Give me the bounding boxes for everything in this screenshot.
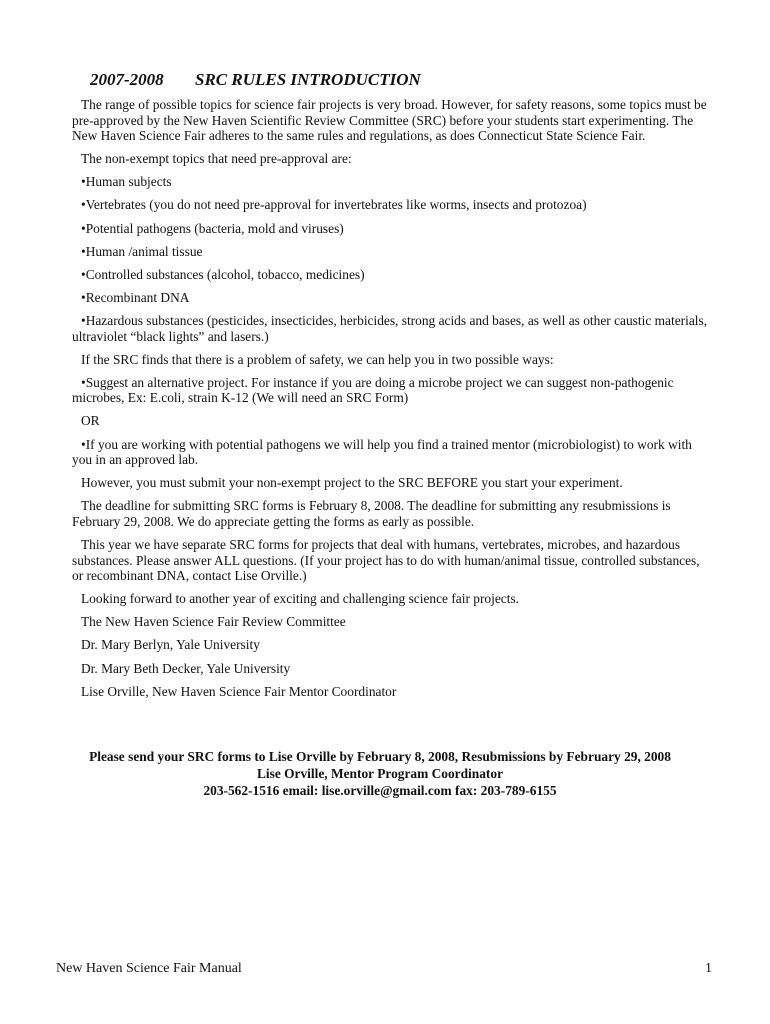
signature-line: The New Haven Science Fair Review Committee [81,614,346,630]
notice-deadline: Please send your SRC forms to Lise Orville by February 8, 2008, Resubmissions by February 29, 2008 [89,749,671,764]
heading-title: SRC RULES INTRODUCTION [195,70,421,89]
topic-item: •Hazardous substances (pesticides, insecticides, herbicides, strong acids and bases, as well as other caustic materials, ultraviolet “black lights” and lasers.) [72,312,708,344]
or-separator: OR [81,413,100,429]
heading-year: 2007-2008 [90,70,164,89]
signature-line: Dr. Mary Berlyn, Yale University [81,637,260,653]
signature-line: Dr. Mary Beth Decker, Yale University [81,660,291,676]
topic-item: •Controlled substances (alcohol, tobacco, medicines) [81,266,365,282]
page-heading [90,70,421,90]
forms-paragraph: This year we have separate SRC forms for projects that deal with humans, vertebrates, microbes, and hazardous substances. Please answer ALL questions. (If your project has to do with human/animal tissue, controlled substances, or recombinant DNA, contact Lise Orville.) [72,536,700,584]
page-footer [56,961,712,977]
option-item: •If you are working with potential pathogens we will help you find a trained mentor (microbiologist) to work with you in an approved lab. [72,436,692,468]
option-item: •Suggest an alternative project. For instance if you are doing a microbe project we can suggest non-pathogenic microbes, Ex: E.coli, strain K-12 (We will need an SRC Form) [72,374,674,406]
closing-line: Looking forward to another year of exciting and challenging science fair projects. [81,591,520,607]
topics-lead: The non-exempt topics that need pre-approval are: [81,151,352,167]
topic-item: •Recombinant DNA [81,289,190,305]
deadline-paragraph: The deadline for submitting SRC forms is February 8, 2008. The deadline for submitting any resubmissions is February 29, 2008. We do appreciate getting the forms as early as possible. [72,498,671,529]
notice-contact-name: Lise Orville, Mentor Program Coordinator [256,766,504,781]
notice-contact-details: 203-562-1516 email: lise.orville@gmail.com fax: 203-789-6155 [203,783,557,798]
topic-item: •Human subjects [81,174,172,190]
safety-lead: If the SRC finds that there is a problem of safety, we can help you in two possible ways: [81,351,554,367]
topic-item: •Potential pathogens (bacteria, mold and viruses) [81,220,344,236]
footer-manual-name: New Haven Science Fair Manual [56,961,242,976]
intro-paragraph: The range of possible topics for science fair projects is very broad. However, for safety reasons, some topics must be pre-approved by the New Haven Scientific Review Committee (SRC) before your students start experimenting. The New Haven Science Fair adheres to the same rules and regulations, as does Connecticut State Science Fair. [72,97,707,144]
contact-notice [40,748,720,799]
topic-item: •Vertebrates (you do not need pre-approval for invertebrates like worms, insects and protozoa) [81,197,587,213]
body-text [72,97,712,707]
submission-note: However, you must submit your non-exempt project to the SRC BEFORE you start your experiment. [81,475,623,491]
topic-item: •Human /animal tissue [81,243,203,259]
page-number: 1 [705,961,712,976]
signature-line: Lise Orville, New Haven Science Fair Mentor Coordinator [81,683,397,699]
